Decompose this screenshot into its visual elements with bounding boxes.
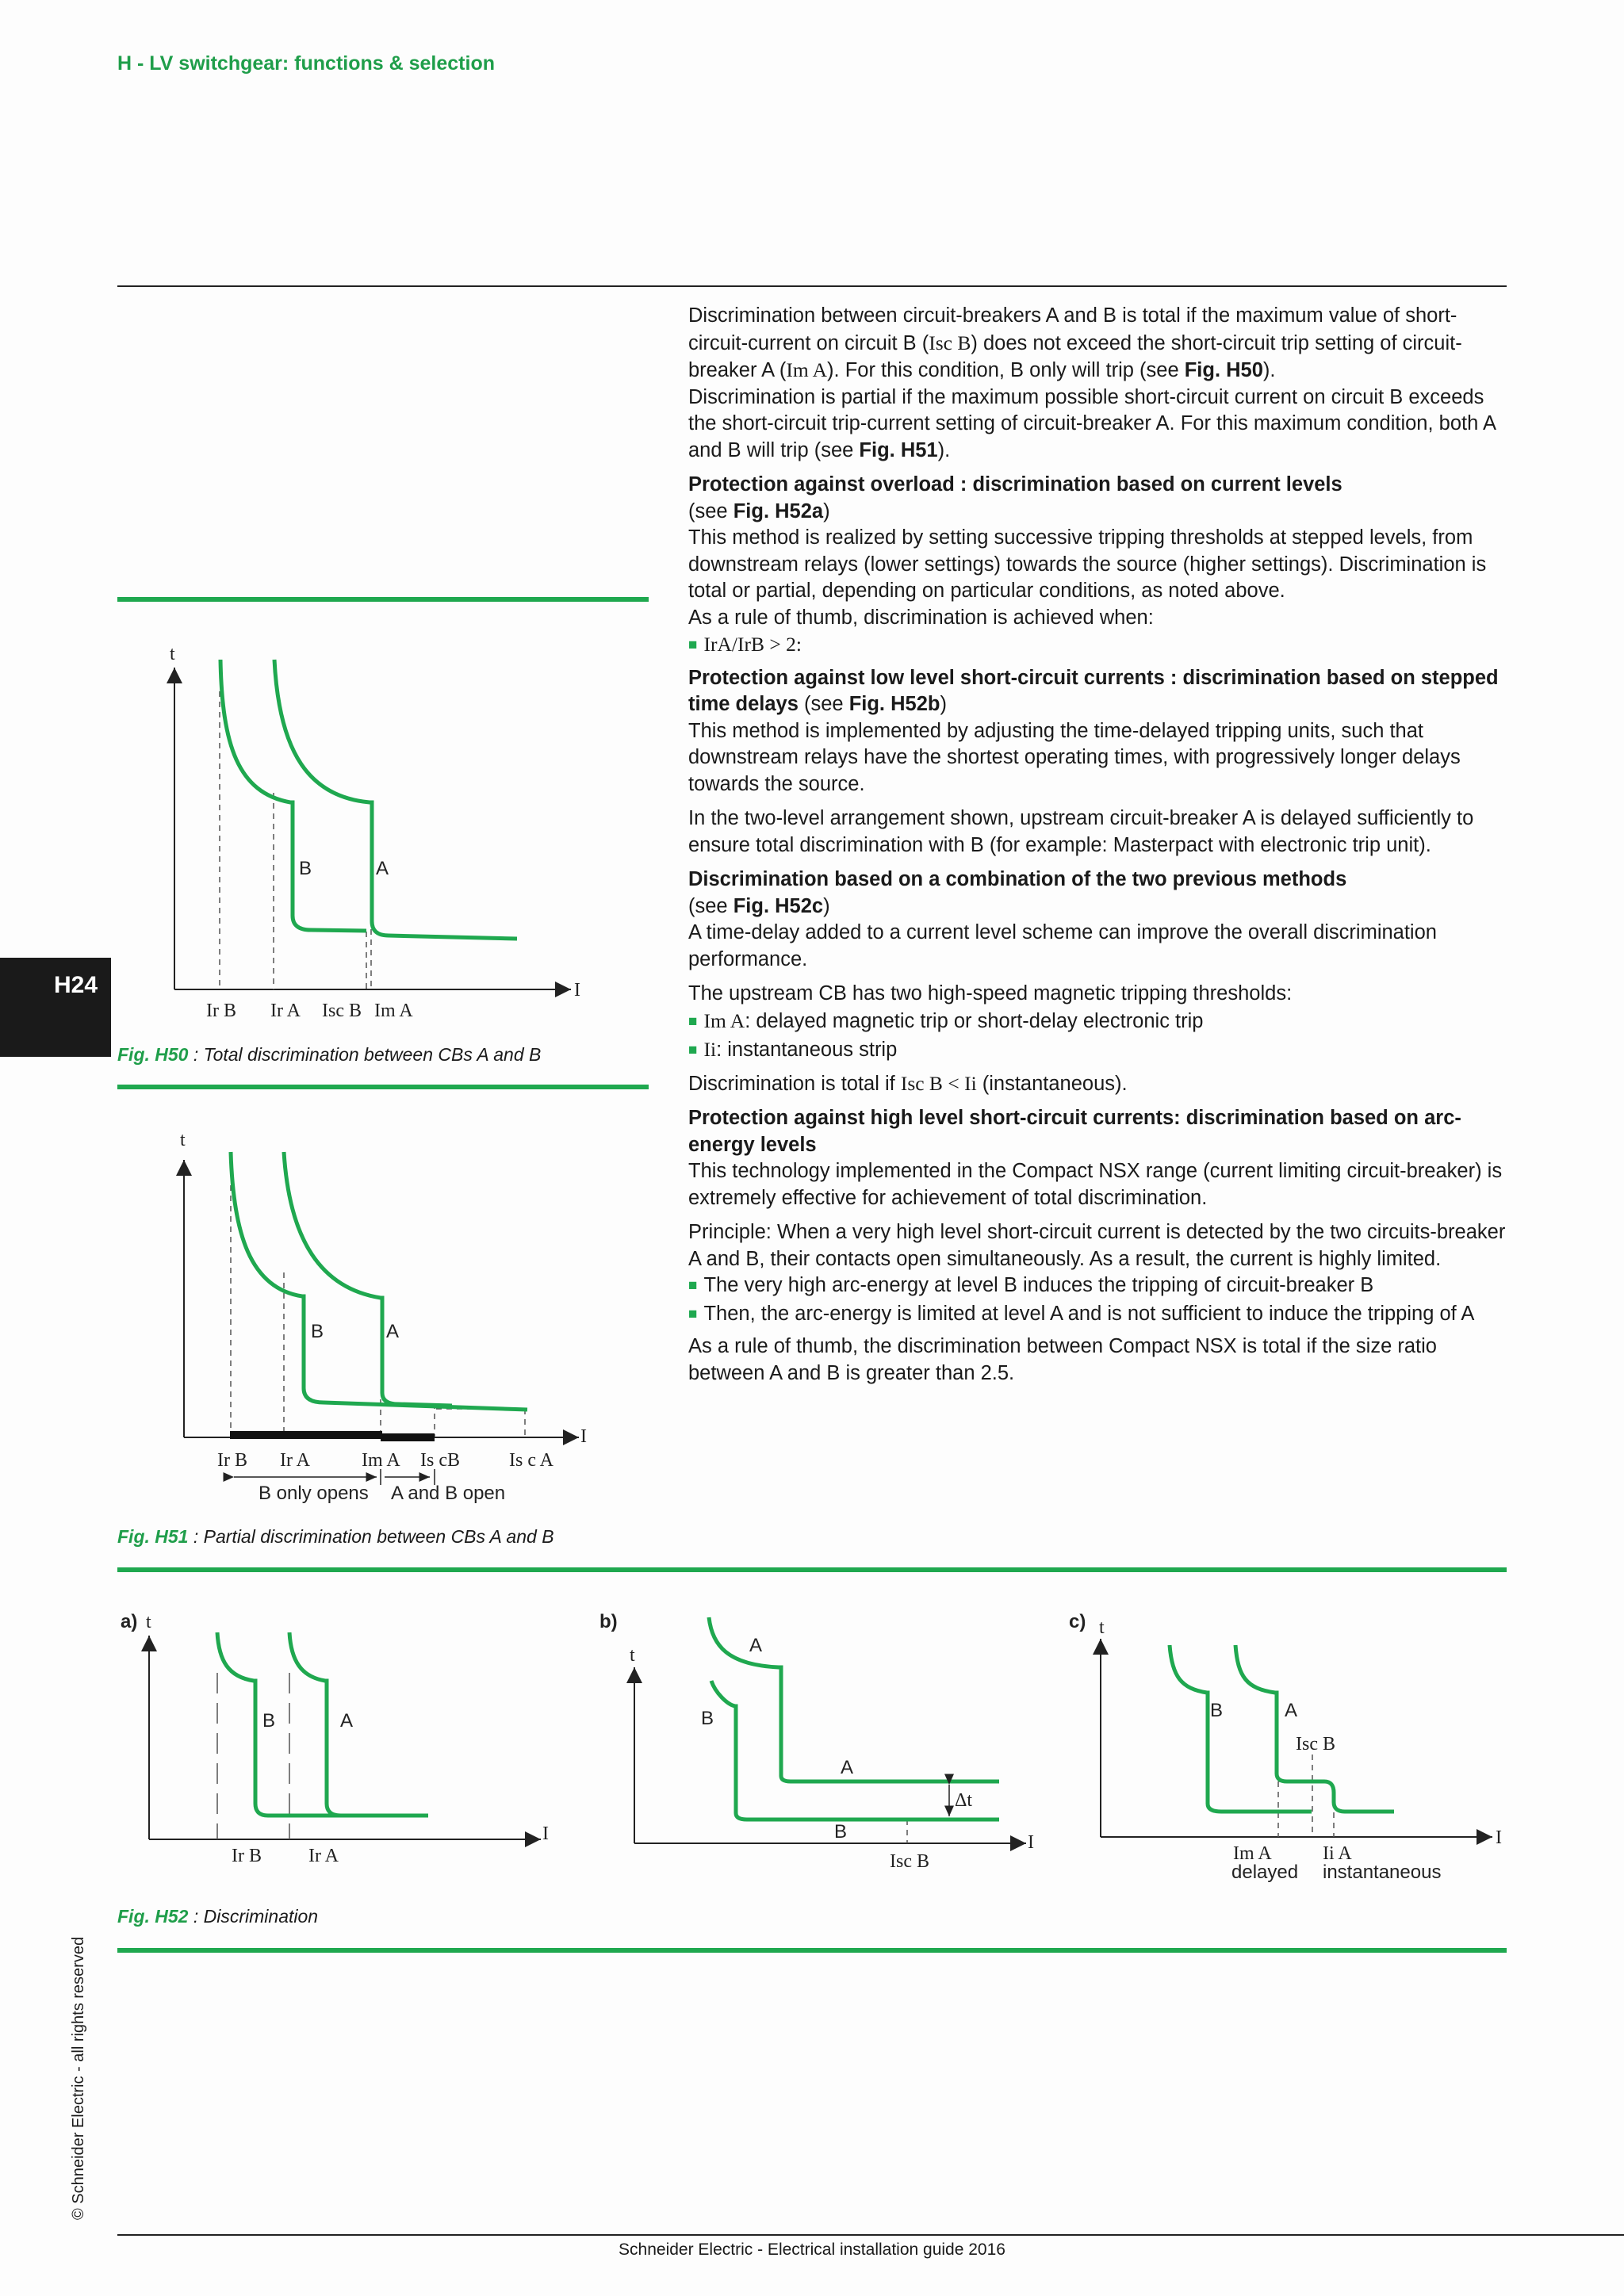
curve-a [284,1152,452,1406]
curve-a [274,660,517,939]
axis-i-label: I [542,1823,549,1844]
x-tick-irb: Ir B [217,1450,247,1471]
heading-combination-ref: (see Fig. H52c) [688,894,830,917]
paragraph: In the two-level arrangement shown, upstream circuit-breaker A is delayed sufficiently to ensure total discrimination with B (for example: Masterpact with electronic trip unit). [688,807,1474,856]
curve-a-label: A [386,1321,400,1342]
heading-combination: Discrimination based on a combination of the two previous methods [688,868,1347,890]
x-tick-ima: Im A [362,1450,400,1471]
curve-a-label: A [1285,1700,1298,1721]
curve-b-label: B [299,858,312,879]
range-a-and-b-label: A and B open [391,1483,506,1504]
fig-h52-caption: Fig. H52 : Discrimination [117,1906,319,1927]
fig-h51-diagram [119,1114,626,1526]
x-tick-iscb: Isc B [890,1851,929,1872]
paragraph: This method is implemented by adjusting the time-delayed tripping units, such that downstream relays have the shortest operating times, with progressively longer delays towards the source. [688,719,1461,795]
axis-i-label: I [1496,1827,1502,1848]
fig-h52b-diagram [596,1598,1056,1883]
axis-t-label: t [170,644,175,664]
x-tick-iscb: Is cB [420,1450,460,1471]
curve-b [217,1632,357,1816]
x-tick-ira: Ir A [308,1846,339,1866]
curve-a-label: A [376,858,389,879]
x-tick-iscb: Isc B [322,1001,362,1021]
page-header-title: H - LV switchgear: functions & selection [117,52,495,75]
x-tick-iia: Ii A [1323,1843,1352,1864]
side-tab-label: H24 [54,972,98,998]
paragraph: Discrimination is total if Isc B < Ii (instantaneous). [688,1071,1128,1095]
paragraph: This technology implemented in the Compact NSX range (current limiting circuit-breaker) is extremely effective for achievement of total discrimination. [688,1160,1503,1209]
axis-t-label: t [1099,1617,1105,1638]
heading-overload: Protection against overload : discrimination based on current levels [688,473,1342,496]
header-rule [117,285,1507,287]
x-tick-ima: Im A [374,1001,413,1021]
curve-a-level-label: A [841,1757,854,1778]
fig-h52a-diagram [111,1598,571,1883]
curve-b-label: B [311,1321,324,1342]
figure-rule [117,1948,1507,1953]
fig-h51-caption: Fig. H51 : Partial discrimination between CBs A and B [117,1526,554,1547]
heading-high-level: Protection against high level short-circuit currents: discrimination based on arc-energy levels [688,1107,1461,1156]
heading-low-level: Protection against low level short-circuit currents : discrimination based on stepped time delays (see Fig. H52b) [688,666,1499,715]
x-tick-irb: Ir B [232,1846,262,1866]
x-tick-ira: Ir A [280,1450,310,1471]
panel-a-tag: a) [121,1611,138,1632]
body-text [688,303,1513,1395]
copyright-note: © Schneider Electric - all rights reserved [70,1936,87,2220]
fig-h52c-diagram [1063,1598,1522,1899]
curve-a-label: A [340,1710,354,1732]
iscb-label: Isc B [1296,1734,1335,1755]
curve-b-label: B [701,1708,714,1729]
paragraph: Discrimination between circuit-breakers A and B is total if the maximum value of short-circuit-current on circuit B (Isc B) does not exceed the short-circuit trip setting of circuit-breaker A (Im A). For this condition, B only will trip (see Fig. H50). Discrimination is partial if the maximum possible short-circuit current on circuit B exceeds the short-circuit trip-current setting of circuit-breaker A. For this maximum condition, both A and B will trip (see Fig. H51). [688,304,1496,461]
curve-a-label: A [749,1635,763,1656]
bullet-item: ■ Im A: delayed magnetic trip or short-delay electronic trip [688,1008,1513,1037]
curve-b [231,1152,527,1410]
footer-rule [117,2234,1624,2236]
panel-c-tag: c) [1069,1611,1086,1632]
panel-b-tag: b) [599,1611,618,1632]
curve-b-label: B [262,1710,276,1732]
figure-rule [117,597,649,602]
axis-t-label: t [180,1130,186,1150]
a-and-b-band [381,1433,435,1441]
fig-h50-diagram [111,634,603,1031]
x-tick-irb: Ir B [206,1001,236,1021]
axis-i-label: I [574,980,580,1001]
bullet-item: ■ Ii: instantaneous strip [688,1036,1513,1066]
bullet-item: ■ The very high arc-energy at level B induces the tripping of circuit-breaker B [688,1272,1513,1301]
page-footer: Schneider Electric - Electrical installation guide 2016 [619,2241,1005,2259]
paragraph: A time-delay added to a current level scheme can improve the overall discrimination performance. [688,921,1437,970]
x-tick-ira: Ir A [270,1001,301,1021]
curve-a [1235,1645,1394,1812]
axis-t-label: t [146,1612,151,1632]
heading-overload-ref: (see Fig. H52a) [688,499,830,522]
paragraph: The upstream CB has two high-speed magnetic tripping thresholds: [688,982,1293,1004]
b-only-band [230,1431,382,1439]
x-tick-iia-note: instantaneous [1323,1862,1442,1883]
side-tab [0,958,111,1057]
x-tick-ima-note: delayed [1231,1862,1299,1883]
x-tick-isca: Is c A [509,1450,553,1471]
paragraph: As a rule of thumb, the discrimination between Compact NSX is total if the size ratio between A and B is greater than 2.5. [688,1335,1437,1384]
bullet-item: ■ Then, the arc-energy is limited at level A and is not sufficient to induce the tripping of A [688,1301,1513,1330]
axis-i-label: I [580,1426,587,1447]
paragraph: This method is realized by setting successive tripping thresholds at stepped levels, from downstream relays (lower settings) towards the source (higher settings). Discrimination is total or partial, depending on particular conditions, as noted above. [688,526,1487,602]
curve-a [289,1632,428,1816]
range-b-only-label: B only opens [259,1483,369,1504]
paragraph: As a rule of thumb, discrimination is achieved when: [688,606,1154,629]
paragraph: Principle: When a very high level short-circuit current is detected by the two circuits-breaker A and B, their contacts open simultaneously. As a result, the current is highly limited. [688,1221,1506,1270]
fig-h50-caption: Fig. H50 : Total discrimination between CBs A and B [117,1044,542,1065]
curve-b-level-label: B [834,1821,848,1843]
axis-i-label: I [1028,1832,1034,1853]
x-tick-ima: Im A [1233,1843,1272,1864]
delta-t-label: Δt [955,1790,973,1811]
figure-rule [117,1567,1507,1572]
curve-b-label: B [1210,1700,1224,1721]
figure-rule [117,1085,649,1089]
axis-t-label: t [630,1645,635,1666]
bullet-item: ■ IrA/IrB > 2: [688,631,1513,660]
